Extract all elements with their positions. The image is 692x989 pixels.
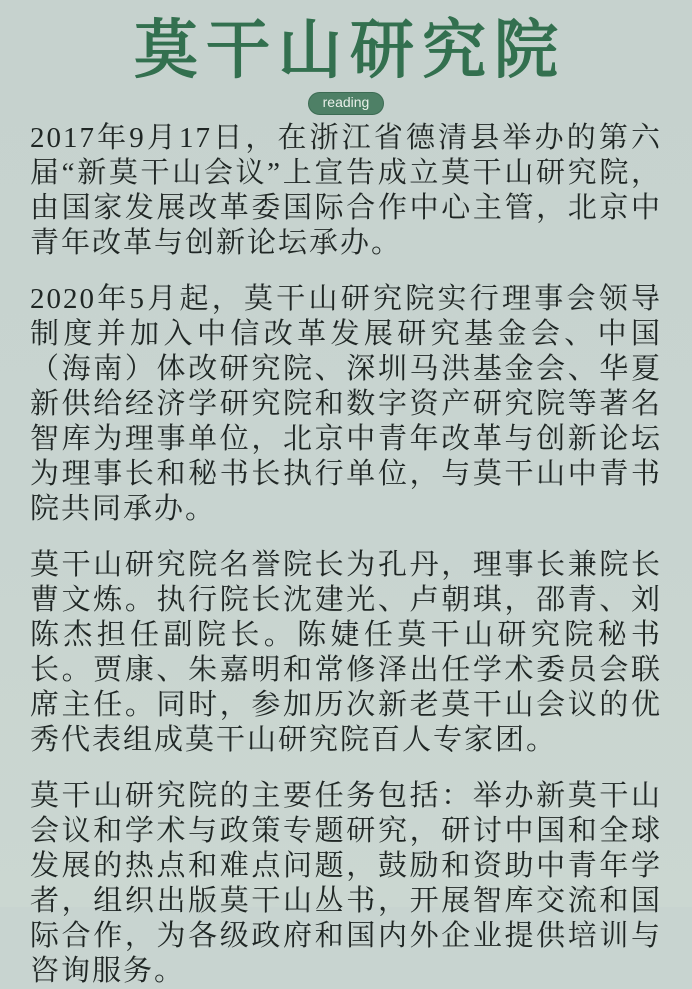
badge-row [0, 88, 692, 115]
reading-badge: reading [308, 92, 385, 115]
paragraph-missions: 莫干山研究院的主要任务包括：举办新莫干山会议和学术与政策专题研究，研讨中国和全球发展的热点和难点问题，鼓励和资助中青年学者，组织出版莫干山丛书，开展智库交流和国际合作，为各级政府和国内外企业提供培训与咨询服务。 [30, 780, 662, 987]
page-title: 莫干山研究院 [134, 15, 566, 86]
paragraph-leadership: 莫干山研究院名誉院长为孔丹，理事长兼院长曹文炼。执行院长沈建光、卢朝琪，邵青、刘陈杰担任副院长。陈婕任莫干山研究院秘书长。贾康、朱嘉明和常修泽出任学术委员会联席主任。同时，参加历次新老莫干山会议的优秀代表组成莫干山研究院百人专家团。 [30, 549, 662, 756]
article-body [0, 115, 692, 989]
paragraph-governance: 2020年5月起，莫干山研究院实行理事会领导制度并加入中信改革发展研究基金会、中国（海南）体改研究院、深圳马洪基金会、华夏新供给经济学研究院和数字资产研究院等著名智库为理事单位，北京中青年改革与创新论坛为理事长和秘书长执行单位，与莫干山中青书院共同承办。 [30, 283, 662, 525]
paragraph-founding: 2017年9月17日，在浙江省德清县举办的第六届“新莫干山会议”上宣告成立莫干山研究院，由国家发展改革委国际合作中心主管，北京中青年改革与创新论坛承办。 [30, 122, 662, 259]
document-header [0, 14, 692, 115]
